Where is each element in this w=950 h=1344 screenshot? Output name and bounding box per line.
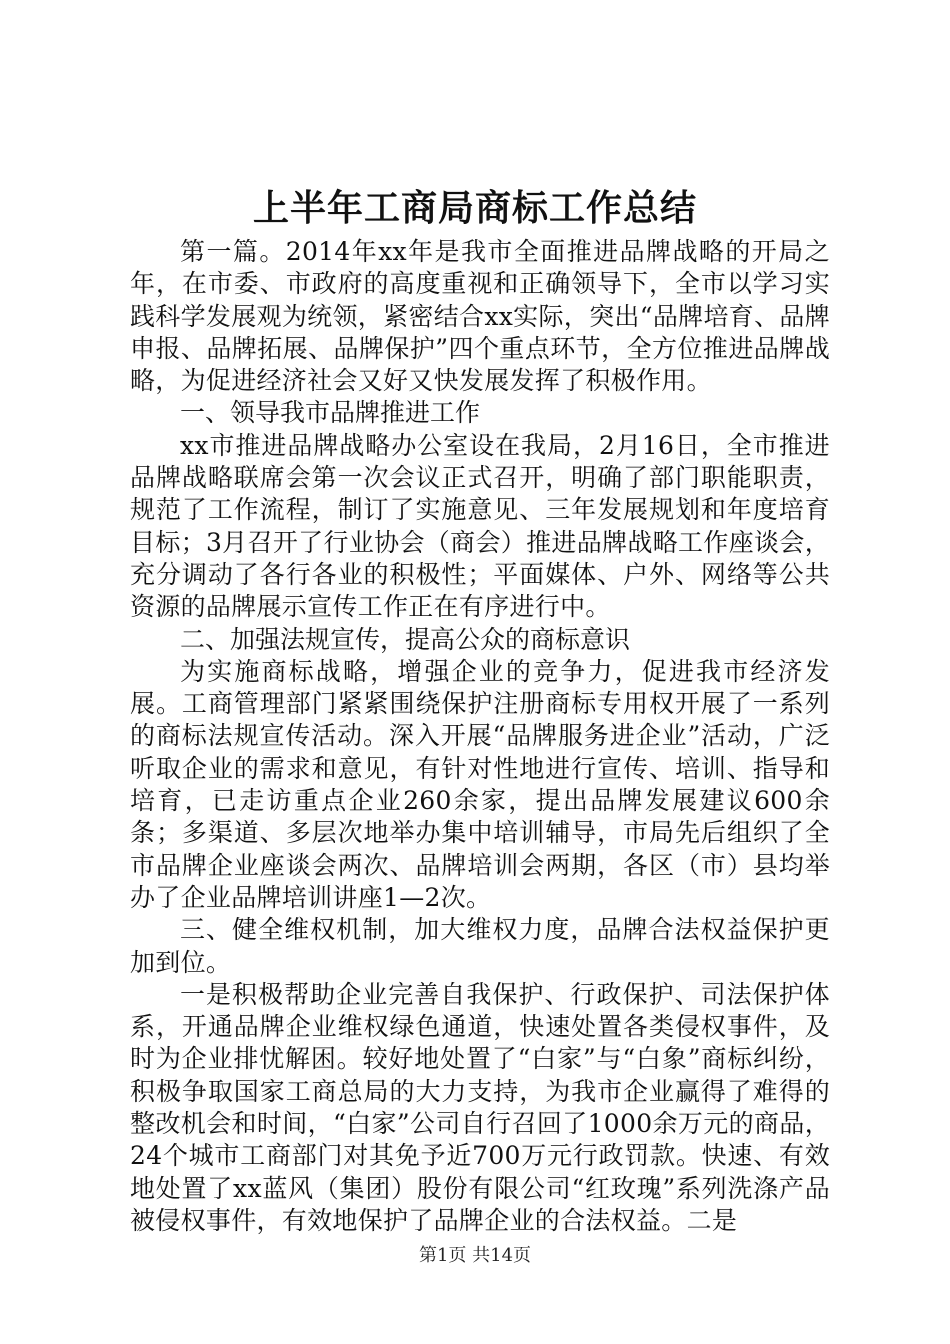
section-1-paragraph: xx市推进品牌战略办公室设在我局，2月16日，全市推进品牌战略联席会第一次会议正式召开，明确了部门职能职责，规范了工作流程，制订了实施意见、三年发展规划和年度培育目标；3月召开了行业协会（商会）推进品牌战略工作座谈会，充分调动了各行各业的积极性；平面媒体、户外、网络等公共资源的品牌展示宣传工作正在有序进行中。 bbox=[130, 430, 830, 622]
section-2-paragraph: 为实施商标战略，增强企业的竞争力，促进我市经济发展。工商管理部门紧紧围绕保护注册商标专用权开展了一系列的商标法规宣传活动。深入开展“品牌服务进企业”活动，广泛听取企业的需求和意见，有针对性地进行宣传、培训、指导和培育，已走访重点企业260余家，提出品牌发展建议600余条；多渠道、多层次地举办集中培训辅导，市局先后组织了全市品牌企业座谈会两次、品牌培训会两期，各区（市）县均举办了企业品牌培训讲座1—2次。 bbox=[130, 656, 830, 912]
document-title: 上半年工商局商标工作总结 bbox=[252, 187, 697, 229]
document-body bbox=[130, 236, 830, 1237]
section-heading-3: 三、健全维权机制，加大维权力度，品牌合法权益保护更加到位。 bbox=[130, 915, 830, 977]
page-number-footer: 第1页 共14页 bbox=[418, 1245, 532, 1266]
section-heading-1: 一、领导我市品牌推进工作 bbox=[180, 398, 481, 428]
section-heading-2: 二、加强法规宣传，提高公众的商标意识 bbox=[180, 624, 631, 654]
intro-paragraph: 第一篇。2014年xx年是我市全面推进品牌战略的开局之年，在市委、市政府的高度重视和正确领导下，全市以学习实践科学发展观为统领，紧密结合xx实际，突出“品牌培育、品牌申报、品牌拓展、品牌保护”四个重点环节，全方位推进品牌战略，为促进经济社会又好又快发展发挥了积极作用。 bbox=[130, 237, 830, 396]
section-3-paragraph: 一是积极帮助企业完善自我保护、行政保护、司法保护体系，开通品牌企业维权绿色通道，快速处置各类侵权事件，及时为企业排忧解困。较好地处置了“白家”与“白象”商标纠纷，积极争取国家工商总局的大力支持，为我市企业赢得了难得的整改机会和时间，“白家”公司自行召回了1000余万元的商品，24个城市工商部门对其免予近700万元行政罚款。快速、有效地处置了xx蓝风（集团）股份有限公司“红玫瑰”系列洗涤产品被侵权事件，有效地保护了品牌企业的合法权益。二是 bbox=[130, 979, 830, 1235]
